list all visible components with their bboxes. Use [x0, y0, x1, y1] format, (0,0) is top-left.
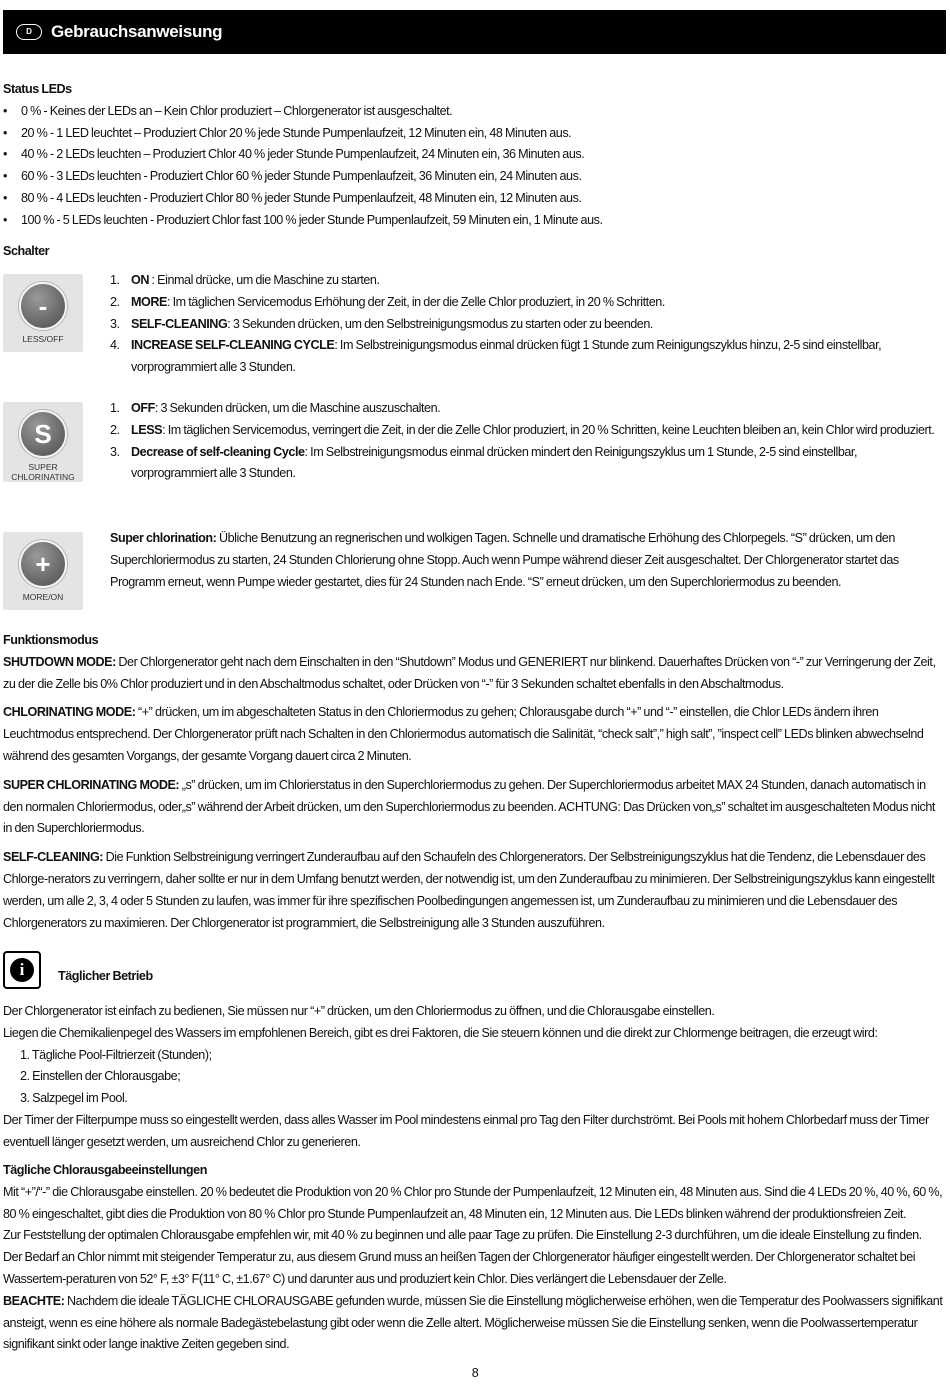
more-on-label: MORE/ON — [22, 592, 64, 602]
mode-paragraph: CHLORINATING MODE: “+” drücken, um im abgeschalteten Status in den Chloriermodus zu gehen; Chlorausgabe durch “+” und “-” einstellen, die Chlor LEDs ändern ihren Leuchtmodus entsprechend. Der Chlorgenerator prüft nach Schalten in den Chloriermodus automatisch die Salinität, “check salt”,” high salt”, ”inspect cell” LEDs blinken abwechselnd während des gesamten Vorgangs, der gesamte Vorgang dauert circa 2 Minuten. — [3, 705, 924, 763]
s-button-steps — [110, 398, 940, 485]
status-item: • 60 % - 3 LEDs leuchten - Produziert Chlor 60 % jeder Stunde Pumpenlaufzeit, 36 Minuten ein, 24 Minuten aus. — [3, 166, 943, 188]
funktionsmodus-section — [3, 630, 943, 934]
schalter-heading: Schalter — [3, 244, 50, 258]
step-item: 2. MORE: Im täglichen Servicemodus Erhöhung der Zeit, in der die Zelle Chlor produziert, in 20 % Schritten. — [110, 294, 665, 309]
step-item: 3. Decrease of self-cleaning Cycle: Im Selbstreinigungsmodus einmal drücken mindert den Reinigungszyklus um 1 Stunde, 2-5 sind einstellbar, vorprogrammiert alle 3 Stunden. — [110, 444, 858, 481]
status-leds-heading: Status LEDs — [3, 82, 72, 96]
status-leds-section — [3, 79, 943, 232]
less-off-label: LESS/OFF — [22, 334, 64, 344]
paragraph: Mit “+”/“-” die Chlorausgabe einstellen. 20 % bedeutet die Produktion von 20 % Chlor pro Stunde der Pumpenlaufzeit, 12 Minuten ein, 48 Minuten aus. Sind die 4 LEDs 20 %, 40 %, 60 %, 80 % eingeschaltet, gibt dies die Produktion von 80 % Chlor pro Stunde Pumpenlaufzeit an, 48 Minuten ein, 12 Minuten aus. Die LEDs blinken während der produktionsfreien Zeit. — [3, 1184, 943, 1221]
less-button-steps — [110, 270, 940, 379]
list-item: 2. Einstellen der Chlorausgabe; — [20, 1069, 181, 1084]
less-off-button-image — [3, 274, 83, 352]
status-item: • 0 % - Keines der LEDs an – Kein Chlor produziert – Chlorgenerator ist ausgeschaltet. — [3, 101, 943, 123]
more-on-button-image — [3, 532, 83, 610]
status-item: • 80 % - 4 LEDs leuchten - Produziert Chlor 80 % jeder Stunde Pumpenlaufzeit, 48 Minuten ein, 12 Minuten aus. — [3, 188, 943, 210]
paragraph: Liegen die Chemikalienpegel des Wassers im empfohlenen Bereich, gibt es drei Faktoren, die Sie steuern können und die direkt zur Chlormenge beitragen, die erzeugt wird: — [3, 1025, 878, 1040]
language-badge: D — [16, 24, 42, 40]
status-item: • 20 % - 1 LED leuchtet – Produziert Chlor 20 % jede Stunde Pumpenlaufzeit, 12 Minuten ein, 48 Minuten aus. — [3, 123, 943, 145]
paragraph: Der Timer der Filterpumpe muss so eingestellt werden, dass alles Wasser im Pool mindestens einmal pro Tag den Filter durchströmt. Bei Pools mit hohem Chlorbedarf muss der Timer eventuell länger gesetzt werden, um ausreichend Chlor zu generieren. — [3, 1112, 929, 1149]
step-item: 1. ON : Einmal drücke, um die Maschine zu starten. — [110, 273, 380, 287]
daily-operation-heading: Täglicher Betrieb — [58, 969, 153, 983]
step-item: 3. SELF-CLEANING: 3 Sekunden drücken, um den Selbstreinigungsmodus zu starten oder zu beenden. — [110, 316, 653, 331]
info-icon: i — [3, 951, 41, 989]
funktionsmodus-heading: Funktionsmodus — [3, 633, 99, 647]
mode-paragraph: SUPER CHLORINATING MODE: „s” drücken, um im Chlorierstatus in den Superchloriermodus zu gehen. Der Superchloriermodus arbeitet MAX 24 Stunden, danach automatisch in den normalen Chloriermodus, oder„s” während der Arbeit drücken, um den Superchloriermodus zu beenden. ACHTUNG: Das Drücken von„s” schaltet im ausgeschalteten Modus nicht in den Superchloriermodus. — [3, 777, 935, 836]
mode-paragraph: SELF-CLEANING: Die Funktion Selbstreinigung verringert Zunderaufbau auf den Schaufeln des Chlorgenerators. Der Selbstreinigungszyklus hat die Tendenz, die Lebensdauer des Chlorge-nerators zu verringern, daher sollte er nur in dem Umfang benutzt werden, der notwendig ist, um den Zunderaufbau zu minimieren. Der Selbstreinigungszyklus kann eingestellt werden, um alle 2, 3, 4 oder 5 Stunden zu laufen, was immer für ihre spezifischen Poolbedingungen angemessen ist, um Zunderaufbau zu minimieren und die Lebensdauer des Chlorgenerators zu maximieren. Der Chlorgenerator ist programmiert, die Selbstreinigung alle 3 Stunden auszuführen. — [3, 850, 935, 930]
list-item: 1. Tägliche Pool-Filtrierzeit (Stunden); — [20, 1047, 212, 1062]
super-chlorinating-button-image — [3, 402, 83, 482]
super-label: SUPER CHLORINATING — [11, 462, 75, 482]
mode-paragraph: SHUTDOWN MODE: Der Chlorgenerator geht nach dem Einschalten in den “Shutdown” Modus und GENERIERT nur blinkend. Dauerhaftes Drücken von “-” zur Verringerung der Zeit, zu der die Zelle bis 0% Chlor produziert und in den Abschaltmodus schaltet, oder Drücken von “-” für 3 Sekunden schaltet ebenfalls in den Abschaltmodus. — [3, 654, 936, 691]
plus-icon: + — [19, 540, 67, 588]
list-item: 3. Salzpegel im Pool. — [20, 1091, 128, 1106]
paragraph: Der Chlorgenerator ist einfach zu bedienen, Sie müssen nur “+” drücken, um den Chloriermodus zu öffnen, und die Chlorausgabe einstellen. — [3, 1004, 715, 1018]
paragraph: Zur Feststellung der optimalen Chlorausgabe empfehlen wir, mit 40 % zu beginnen und alle paar Tage zu prüfen. Die Einstellung 2-3 durchführen, um die ideale Einstellung zu finden. Der Bedarf an Chlor nimmt mit steigender Temperatur zu, aus diesem Grund muss an heißen Tagen der Chlorgenerator häufiger eingestellt werden. Der Chlorgenerator schaltet bei Wassertem-peraturen von 52° F, ±3° F(11° C, ±1.67° C) und darunter aus und produziert kein Chlor. Dies verlängert die Lebensdauer der Zelle. — [3, 1228, 922, 1286]
chlorine-settings-heading: Tägliche Chlorausgabeeinstellungen — [3, 1163, 207, 1177]
daily-operation-section — [3, 1001, 943, 1154]
step-item: 2. LESS: Im täglichen Servicemodus, verringert die Zeit, in der die Zelle Chlor produziert, in 20 % Schritten, keine Leuchten bleiben an, kein Chlor wird produziert. — [110, 422, 935, 437]
status-item: • 40 % - 2 LEDs leuchten – Produziert Chlor 40 % jeder Stunde Pumpenlaufzeit, 24 Minuten ein, 36 Minuten aus. — [3, 144, 943, 166]
page-number: 8 — [471, 1366, 479, 1380]
chlorine-settings-section — [3, 1160, 943, 1356]
note-paragraph: BEACHTE: Nachdem die ideale TÄGLICHE CHLORAUSGABE gefunden wurde, müssen Sie die Einstellung möglicherweise erhöhen, wen die Temperatur des Poolwassers signifikant ansteigt, wenn es eine höhere als normale Badegästebelastung gibt oder wenn die Zelle altert. Möglicherweise müssen Sie die Einstellung senken, wenn die Poolwassertemperatur signifikant sinkt oder lange inaktive Zeiten gegeben sind. — [3, 1293, 943, 1352]
s-icon: S — [19, 410, 67, 458]
header-bar — [3, 10, 946, 54]
status-item: • 100 % - 5 LEDs leuchten - Produziert Chlor fast 100 % jeder Stunde Pumpenlaufzeit, 59 Minuten ein, 1 Minute aus. — [3, 210, 943, 232]
step-item: 1. OFF: 3 Sekunden drücken, um die Maschine auszuschalten. — [110, 401, 441, 415]
page-title: Gebrauchsanweisung — [51, 22, 223, 42]
minus-icon: - — [19, 282, 67, 330]
step-item: 4. INCREASE SELF-CLEANING CYCLE: Im Selbstreinigungsmodus einmal drücken fügt 1 Stunde zum Reinigungszyklus hinzu, 2-5 sind einstellbar, vorprogrammiert alle 3 Stunden. — [110, 338, 882, 375]
super-chlorination-text: Super chlorination: Übliche Benutzung an regnerischen und wolkigen Tagen. Schnelle und dramatische Erhöhung des Chlorpegels. “S” drücken, um den Superchloriermodus zu starten, 24 Stunden Chlorierung ohne Stopp. Auch wenn Pumpe während dieser Zeit ausgeschaltet. Der Chlorgenerator startet das Programm erneut, wenn Pumpe wieder gestartet, dies für 24 Stunden nach Ende. “S” erneut drücken, um den Superchloriermodus zu beenden. — [110, 531, 899, 589]
